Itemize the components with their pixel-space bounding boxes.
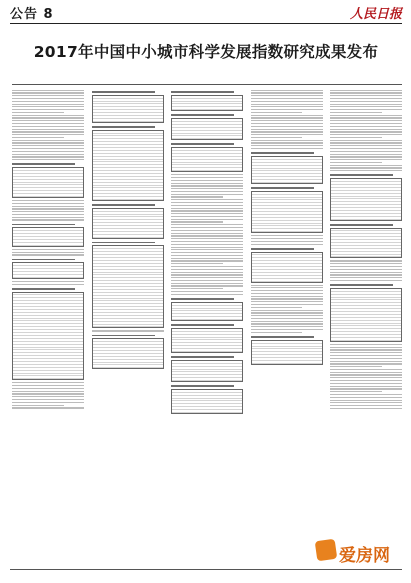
text-line — [330, 92, 402, 93]
text-line — [330, 140, 402, 141]
table-caption — [171, 91, 234, 93]
text-line — [330, 374, 402, 375]
data-table — [12, 167, 84, 198]
text-line — [330, 386, 402, 387]
text-line — [330, 363, 402, 364]
text-line — [330, 120, 402, 121]
table-caption — [251, 152, 314, 154]
text-line — [12, 399, 84, 400]
text-line — [251, 241, 323, 242]
text-line — [12, 393, 84, 394]
text-line — [330, 372, 402, 373]
data-table — [171, 328, 243, 353]
data-table — [251, 252, 323, 283]
text-line — [330, 151, 402, 152]
text-line — [330, 358, 402, 359]
text-line — [12, 148, 84, 149]
text-line — [171, 294, 243, 295]
text-line — [12, 214, 84, 215]
text-line — [171, 269, 243, 270]
text-line — [251, 323, 323, 324]
table-caption — [251, 187, 314, 189]
table-caption — [171, 324, 234, 326]
text-line — [251, 129, 323, 130]
data-table — [92, 338, 164, 369]
text-line — [251, 145, 323, 146]
text-line — [12, 385, 84, 386]
text-line — [251, 98, 323, 99]
text-line — [330, 104, 402, 105]
subhead — [20, 72, 203, 82]
table-row — [93, 365, 163, 368]
text-line — [330, 159, 402, 160]
text-line — [171, 247, 243, 248]
text-line — [12, 208, 84, 209]
text-line — [330, 405, 402, 406]
text-line — [92, 330, 164, 331]
text-line — [12, 104, 84, 105]
text-line — [330, 400, 402, 401]
text-line — [171, 224, 243, 225]
watermark — [316, 538, 408, 576]
text-line — [330, 266, 402, 267]
text-line — [12, 134, 84, 135]
text-line — [171, 219, 243, 220]
text-line — [12, 112, 64, 113]
text-line — [171, 255, 243, 256]
text-line — [12, 396, 84, 397]
text-line — [330, 162, 382, 163]
text-line — [251, 235, 323, 236]
text-line — [171, 205, 243, 206]
table-row — [93, 197, 163, 200]
text-line — [171, 199, 243, 200]
data-table — [251, 156, 323, 184]
text-line — [330, 388, 402, 389]
text-line — [12, 90, 84, 91]
text-line — [251, 134, 323, 135]
data-table — [12, 262, 84, 278]
text-line — [330, 355, 402, 356]
section-label: 公告 8 — [10, 7, 54, 22]
table-row — [172, 378, 242, 381]
text-line — [171, 208, 243, 209]
text-line — [330, 134, 402, 135]
text-line — [171, 188, 243, 189]
table-caption — [92, 335, 155, 337]
text-line — [330, 154, 402, 155]
text-line — [251, 310, 323, 311]
text-line — [330, 391, 382, 392]
text-line — [330, 347, 402, 348]
text-line — [171, 216, 243, 217]
table-caption — [171, 356, 234, 358]
text-line — [171, 233, 243, 234]
text-line — [12, 140, 84, 141]
table-caption — [92, 242, 155, 244]
table-row — [252, 229, 322, 232]
subhead — [209, 72, 392, 82]
text-line — [12, 109, 84, 110]
text-line — [12, 252, 84, 253]
table-caption — [12, 224, 75, 226]
table-caption — [171, 298, 234, 300]
text-line — [251, 142, 323, 143]
table-caption — [330, 174, 393, 176]
text-line — [251, 120, 323, 121]
text-line — [330, 137, 382, 138]
text-line — [171, 249, 243, 250]
text-line — [251, 90, 323, 91]
table-caption — [12, 288, 75, 290]
text-line — [12, 154, 84, 155]
text-line — [251, 112, 303, 113]
text-line — [171, 258, 243, 259]
text-line — [330, 123, 402, 124]
text-line — [171, 185, 243, 186]
text-line — [251, 307, 303, 308]
text-line — [12, 115, 84, 116]
table-row — [13, 194, 83, 197]
text-line — [251, 329, 323, 330]
table-row — [93, 325, 163, 328]
data-table — [330, 178, 402, 220]
text-line — [171, 291, 243, 292]
text-line — [12, 131, 84, 132]
article-column — [12, 88, 84, 410]
text-line — [171, 277, 243, 278]
table-row — [331, 217, 401, 220]
text-line — [330, 117, 402, 118]
text-line — [12, 129, 84, 130]
text-line — [330, 344, 402, 345]
table-row — [13, 376, 83, 379]
text-line — [12, 254, 84, 255]
table-row — [172, 168, 242, 171]
text-line — [12, 98, 84, 99]
table-row — [331, 255, 401, 258]
text-line — [12, 249, 84, 250]
text-line — [12, 217, 84, 218]
article-column — [171, 88, 243, 416]
article-column — [92, 88, 164, 371]
text-line — [12, 151, 84, 152]
table-caption — [251, 336, 314, 338]
text-line — [330, 366, 382, 367]
text-line — [12, 120, 84, 121]
text-line — [251, 137, 303, 138]
table-caption — [92, 126, 155, 128]
article-body — [12, 84, 402, 552]
text-line — [251, 92, 323, 93]
text-line — [12, 101, 84, 102]
text-line — [251, 95, 323, 96]
text-line — [330, 361, 402, 362]
text-line — [330, 142, 402, 143]
data-table — [171, 302, 243, 321]
text-line — [171, 280, 243, 281]
text-line — [330, 383, 402, 384]
text-line — [330, 145, 402, 146]
text-line — [330, 380, 402, 381]
watermark-logo-icon — [315, 539, 338, 562]
text-line — [12, 156, 84, 157]
page-headline: 2017年中国中小城市科学发展指数研究成果发布 — [33, 43, 379, 61]
text-line — [171, 230, 243, 231]
text-line — [12, 106, 84, 107]
text-line — [330, 402, 402, 403]
data-table — [171, 360, 243, 382]
text-line — [12, 159, 84, 160]
text-line — [171, 283, 243, 284]
text-line — [330, 170, 402, 171]
table-row — [172, 349, 242, 352]
text-line — [251, 148, 323, 149]
text-line — [12, 142, 84, 143]
data-table — [12, 292, 84, 381]
text-line — [251, 123, 323, 124]
table-caption — [92, 91, 155, 93]
table-caption — [92, 204, 155, 206]
subheads — [20, 59, 392, 81]
text-line — [171, 177, 243, 178]
text-line — [251, 109, 323, 110]
text-line — [330, 263, 402, 264]
text-line — [251, 332, 303, 333]
text-line — [171, 238, 243, 239]
text-line — [251, 140, 323, 141]
text-line — [12, 388, 84, 389]
text-line — [330, 269, 402, 270]
data-table — [171, 118, 243, 140]
text-line — [171, 180, 243, 181]
data-table — [330, 228, 402, 259]
table-row — [331, 338, 401, 341]
text-line — [171, 221, 223, 222]
data-table — [92, 95, 164, 123]
text-line — [12, 95, 84, 96]
table-caption — [171, 143, 234, 145]
text-line — [251, 104, 323, 105]
table-row — [252, 279, 322, 282]
table-caption — [330, 224, 393, 226]
text-line — [251, 318, 323, 319]
text-line — [330, 377, 402, 378]
subhead — [20, 59, 203, 69]
text-line — [251, 106, 323, 107]
text-line — [330, 148, 402, 149]
text-line — [251, 287, 323, 288]
text-line — [12, 402, 84, 403]
text-line — [330, 95, 402, 96]
text-line — [330, 408, 402, 409]
table-caption — [171, 114, 234, 116]
table-row — [172, 136, 242, 139]
text-line — [251, 244, 323, 245]
table-caption — [171, 385, 234, 387]
text-line — [12, 206, 84, 207]
text-line — [330, 90, 402, 91]
text-line — [330, 349, 402, 350]
text-line — [330, 394, 402, 395]
text-line — [330, 272, 402, 273]
text-line — [251, 301, 323, 302]
text-line — [251, 101, 323, 102]
text-line — [171, 252, 243, 253]
text-line — [330, 112, 382, 113]
data-table — [92, 130, 164, 201]
text-line — [171, 285, 243, 286]
text-line — [171, 272, 243, 273]
text-line — [171, 191, 243, 192]
text-line — [12, 407, 84, 408]
text-line — [12, 284, 84, 285]
table-caption — [330, 284, 393, 286]
table-row — [252, 180, 322, 183]
text-line — [330, 109, 402, 110]
text-line — [12, 117, 84, 118]
text-line — [171, 227, 243, 228]
data-table — [171, 389, 243, 414]
data-table — [171, 95, 243, 111]
text-line — [12, 405, 64, 406]
data-table — [171, 147, 243, 172]
text-line — [171, 213, 243, 214]
text-line — [12, 126, 84, 127]
text-line — [330, 106, 402, 107]
text-line — [330, 131, 402, 132]
table-row — [172, 410, 242, 413]
table-row — [13, 275, 83, 278]
text-line — [330, 115, 402, 116]
text-line — [171, 274, 243, 275]
text-line — [12, 203, 84, 204]
text-line — [330, 101, 402, 102]
text-line — [251, 312, 323, 313]
text-line — [171, 241, 243, 242]
text-line — [171, 194, 243, 195]
text-line — [330, 167, 402, 168]
table-row — [172, 317, 242, 320]
text-line — [12, 211, 84, 212]
text-line — [171, 244, 243, 245]
text-line — [171, 196, 223, 197]
text-line — [330, 352, 402, 353]
text-line — [12, 382, 84, 383]
text-line — [171, 174, 243, 175]
data-table — [251, 340, 323, 365]
text-line — [251, 115, 323, 116]
text-line — [330, 260, 402, 261]
text-line — [330, 369, 402, 370]
text-line — [251, 293, 323, 294]
text-line — [12, 92, 84, 93]
text-line — [171, 263, 223, 264]
article-column — [330, 88, 402, 411]
article-column — [251, 88, 323, 367]
table-row — [93, 235, 163, 238]
text-line — [12, 219, 84, 220]
table-row — [172, 107, 242, 110]
newspaper-logo: 人民日报 — [349, 7, 402, 22]
table-row — [252, 361, 322, 364]
text-line — [12, 137, 64, 138]
masthead — [10, 4, 402, 24]
text-line — [330, 277, 402, 278]
text-line — [251, 117, 323, 118]
text-line — [171, 183, 243, 184]
text-line — [251, 296, 323, 297]
text-line — [251, 304, 323, 305]
text-line — [251, 126, 323, 127]
table-caption — [12, 163, 75, 165]
text-line — [330, 165, 402, 166]
data-table — [92, 208, 164, 239]
table-caption — [251, 248, 314, 250]
text-line — [251, 315, 323, 316]
text-line — [12, 200, 84, 201]
text-line — [251, 238, 323, 239]
text-line — [330, 129, 402, 130]
subhead — [209, 59, 392, 69]
text-line — [171, 260, 243, 261]
data-table — [251, 191, 323, 233]
data-table — [330, 288, 402, 342]
data-table — [12, 227, 84, 246]
text-line — [171, 210, 243, 211]
table-caption — [12, 259, 75, 261]
text-line — [12, 145, 84, 146]
text-line — [12, 391, 84, 392]
table-row — [93, 119, 163, 122]
text-line — [171, 202, 243, 203]
data-table — [92, 245, 164, 328]
text-line — [12, 281, 84, 282]
text-line — [171, 266, 243, 267]
text-line — [251, 131, 323, 132]
text-line — [330, 274, 402, 275]
text-line — [12, 123, 84, 124]
text-line — [330, 98, 402, 99]
text-line — [330, 397, 402, 398]
text-line — [251, 321, 323, 322]
text-line — [251, 285, 323, 286]
text-line — [330, 280, 402, 281]
text-line — [171, 235, 243, 236]
table-row — [13, 243, 83, 246]
text-line — [251, 326, 323, 327]
watermark-name: 爱房网 — [339, 546, 390, 566]
text-line — [251, 290, 323, 291]
text-line — [330, 156, 402, 157]
text-line — [251, 298, 323, 299]
text-line — [330, 126, 402, 127]
text-line — [171, 288, 223, 289]
